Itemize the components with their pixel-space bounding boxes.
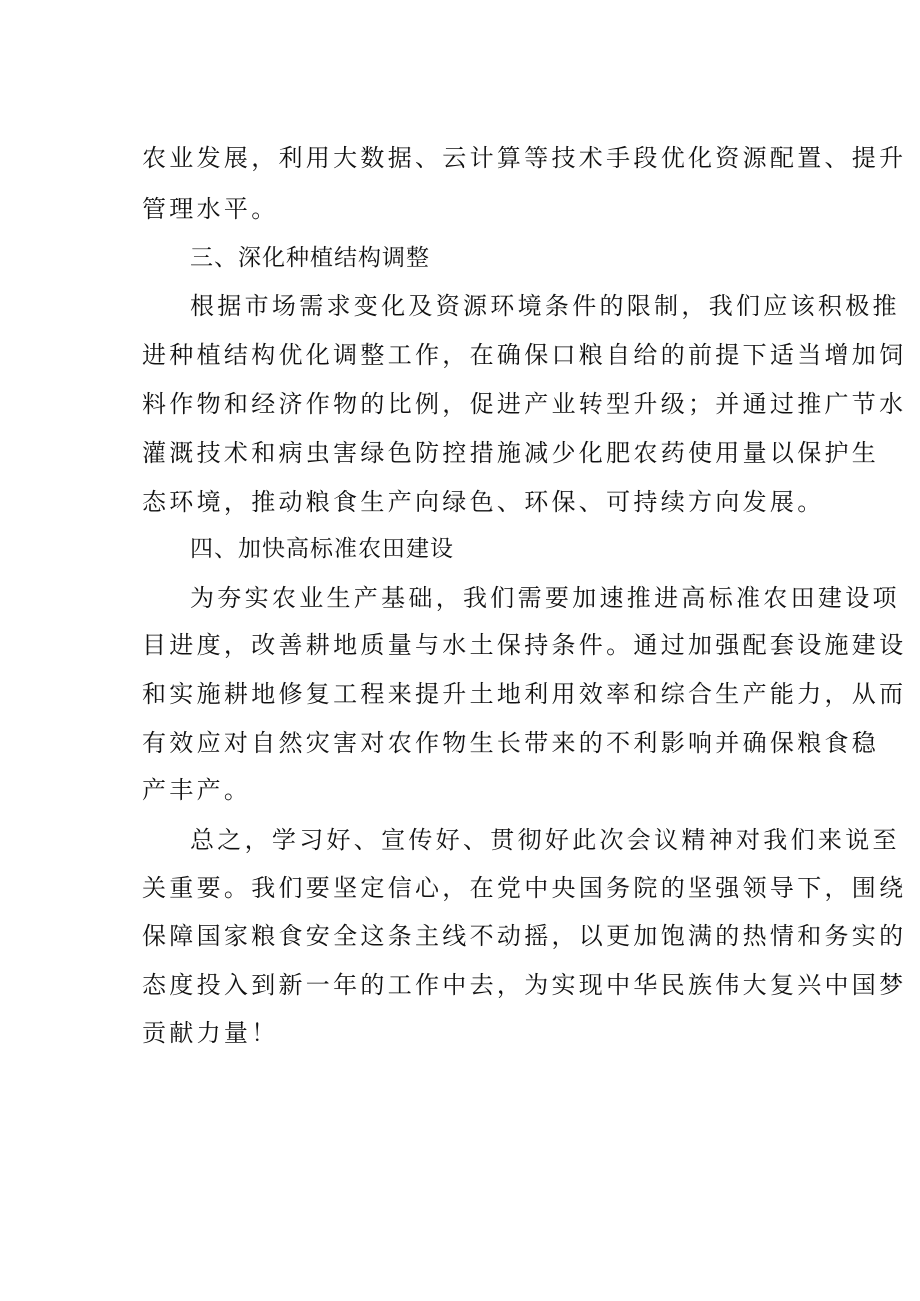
section-3-heading: 三、深化种植结构调整 xyxy=(190,245,430,271)
intro-line-1: 农业发展，利用大数据、云计算等技术手段优化资源配置、提升 xyxy=(142,144,907,172)
conclusion-line-5: 贡献力量！ xyxy=(142,1019,279,1047)
section-3-line-4: 灌溉技术和病虫害绿色防控措施减少化肥农药使用量以保护生 xyxy=(142,439,880,467)
section-4-line-4: 有效应对自然灾害对农作物生长带来的不利影响并确保粮食稳 xyxy=(142,729,880,757)
section-3-line-1: 根据市场需求变化及资源环境条件的限制，我们应该积极推 xyxy=(190,292,900,320)
section-3-line-3: 料作物和经济作物的比例，促进产业转型升级；并通过推广节水 xyxy=(142,390,907,418)
section-3-line-5: 态环境，推动粮食生产向绿色、环保、可持续方向发展。 xyxy=(142,488,825,516)
conclusion-line-4: 态度投入到新一年的工作中去，为实现中华民族伟大复兴中国梦 xyxy=(142,971,907,999)
conclusion-line-1: 总之，学习好、宣传好、贯彻好此次会议精神对我们来说至 xyxy=(190,826,900,854)
section-4-line-2: 目进度，改善耕地质量与水土保持条件。通过加强配套设施建设 xyxy=(142,631,907,659)
section-3-line-2: 进种植结构优化调整工作，在确保口粮自给的前提下适当增加饲 xyxy=(142,341,907,369)
conclusion-line-2: 关重要。我们要坚定信心，在党中央国务院的坚强领导下，围绕 xyxy=(142,874,907,902)
conclusion-line-3: 保障国家粮食安全这条主线不动摇，以更加饱满的热情和务实的 xyxy=(142,922,907,950)
section-4-line-5: 产丰产。 xyxy=(142,776,252,804)
intro-line-2: 管理水平。 xyxy=(142,195,279,223)
section-4-heading: 四、加快高标准农田建设 xyxy=(190,536,454,562)
section-4-line-3: 和实施耕地修复工程来提升土地利用效率和综合生产能力，从而 xyxy=(142,680,907,708)
section-4-line-1: 为夯实农业生产基础，我们需要加速推进高标准农田建设项 xyxy=(190,584,900,612)
